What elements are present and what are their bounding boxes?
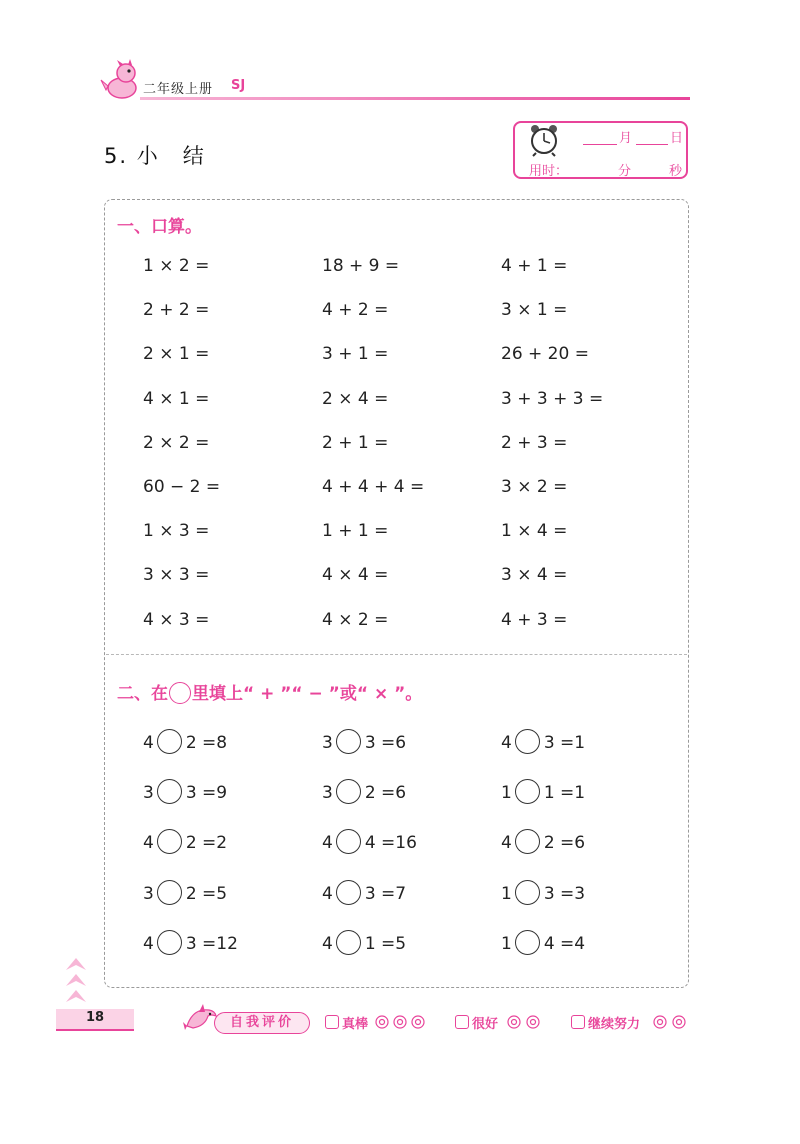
minutes-label: 分 <box>618 164 632 179</box>
day-label: 日 <box>670 131 684 146</box>
self-evaluation-label: 自我评价 <box>214 1012 310 1034</box>
operand-right: 2 =6 <box>543 833 586 853</box>
operator-blank-circle[interactable] <box>515 779 540 804</box>
operator-equation <box>143 829 227 855</box>
operator-blank-circle[interactable] <box>515 880 540 905</box>
math-expression: 2 × 2 = <box>143 433 210 453</box>
operand-right: 3 =9 <box>185 783 228 803</box>
math-expression: 4 × 2 = <box>322 610 389 630</box>
alarm-clock-icon <box>527 123 561 157</box>
operand-right: 2 =8 <box>185 733 228 753</box>
book-label: 二年级上册 <box>143 82 214 97</box>
operator-blank-circle[interactable] <box>515 829 540 854</box>
math-expression: 4 + 4 + 4 = <box>322 477 425 497</box>
operand-right: 4 =4 <box>543 934 586 954</box>
math-expression: 3 + 1 = <box>322 344 389 364</box>
operator-blank-circle[interactable] <box>336 779 361 804</box>
flower-icon <box>652 1014 688 1030</box>
math-expression: 4 × 1 = <box>143 389 210 409</box>
math-expression: 2 + 2 = <box>143 300 210 320</box>
math-expression: 1 + 1 = <box>322 521 389 541</box>
operator-equation <box>501 779 585 805</box>
operand-right: 4 =16 <box>364 833 417 853</box>
flower-icon <box>506 1014 542 1030</box>
operand-right: 3 =6 <box>364 733 407 753</box>
operator-blank-circle[interactable] <box>157 779 182 804</box>
math-expression: 3 × 4 = <box>501 565 568 585</box>
section-title: 5. 小 结 <box>104 144 206 168</box>
operator-equation <box>322 930 406 956</box>
operand-left: 1 <box>501 934 512 954</box>
operand-left: 4 <box>501 733 512 753</box>
math-expression: 4 × 3 = <box>143 610 210 630</box>
math-expression: 2 + 3 = <box>501 433 568 453</box>
rating-checkbox-keep-trying[interactable] <box>571 1015 585 1029</box>
operand-right: 3 =12 <box>185 934 238 954</box>
month-label: 月 <box>619 131 633 146</box>
math-expression: 26 + 20 = <box>501 344 589 364</box>
operator-blank-circle[interactable] <box>336 829 361 854</box>
math-expression: 2 × 4 = <box>322 389 389 409</box>
math-expression: 3 × 2 = <box>501 477 568 497</box>
operator-equation <box>143 779 227 805</box>
math-expression: 1 × 3 = <box>143 521 210 541</box>
math-expression: 1 × 2 = <box>143 256 210 276</box>
operator-blank-circle[interactable] <box>336 930 361 955</box>
part2-title <box>117 679 422 704</box>
operand-right: 1 =1 <box>543 783 586 803</box>
operand-left: 4 <box>501 833 512 853</box>
math-expression: 3 + 3 + 3 = <box>501 389 604 409</box>
operator-equation <box>501 829 585 855</box>
operand-right: 3 =1 <box>543 733 586 753</box>
header-divider <box>140 97 690 100</box>
rating-label-good: 很好 <box>472 1017 499 1032</box>
operator-equation <box>501 729 585 755</box>
operator-equation <box>143 880 227 906</box>
operand-right: 2 =2 <box>185 833 228 853</box>
rating-label-great: 真棒 <box>342 1017 369 1032</box>
operand-left: 1 <box>501 783 512 803</box>
part2-title-after: 里填上“ + ”“ − ”或“ × ”。 <box>192 684 423 704</box>
minutes-blank[interactable] <box>582 177 616 178</box>
operand-left: 4 <box>322 884 333 904</box>
math-expression: 1 × 4 = <box>501 521 568 541</box>
math-expression: 3 × 3 = <box>143 565 210 585</box>
part1-title: 一、口算。 <box>117 217 202 237</box>
operand-right: 3 =3 <box>543 884 586 904</box>
math-expression: 18 + 9 = <box>322 256 400 276</box>
seconds-blank[interactable] <box>635 177 667 178</box>
operator-equation <box>501 880 585 906</box>
math-expression: 4 + 2 = <box>322 300 389 320</box>
flower-icon <box>374 1014 426 1030</box>
operator-blank-circle[interactable] <box>157 880 182 905</box>
operand-left: 4 <box>143 934 154 954</box>
operand-right: 1 =5 <box>364 934 407 954</box>
operator-equation <box>143 729 227 755</box>
operand-right: 2 =6 <box>364 783 407 803</box>
operator-equation <box>501 930 585 956</box>
operator-blank-circle[interactable] <box>157 829 182 854</box>
operand-left: 4 <box>322 833 333 853</box>
circle-icon <box>169 682 191 704</box>
operator-equation <box>322 880 406 906</box>
dolphin-icon <box>183 1002 219 1034</box>
operand-left: 3 <box>143 783 154 803</box>
operand-left: 4 <box>322 934 333 954</box>
operand-left: 1 <box>501 884 512 904</box>
math-expression: 4 + 3 = <box>501 610 568 630</box>
day-blank[interactable] <box>636 144 668 145</box>
operand-left: 4 <box>143 833 154 853</box>
operand-right: 3 =7 <box>364 884 407 904</box>
operand-left: 3 <box>143 884 154 904</box>
operator-equation <box>322 729 406 755</box>
operator-blank-circle[interactable] <box>336 729 361 754</box>
rating-label-keep-trying: 继续努力 <box>588 1017 641 1032</box>
operand-left: 3 <box>322 733 333 753</box>
time-used-label: 用时： <box>529 164 569 179</box>
part2-title-before: 二、在 <box>117 684 168 704</box>
page-number: 18 <box>85 1010 105 1025</box>
operator-equation <box>143 930 238 956</box>
part-divider <box>106 654 687 655</box>
operand-right: 2 =5 <box>185 884 228 904</box>
math-expression: 2 + 1 = <box>322 433 389 453</box>
operator-blank-circle[interactable] <box>157 930 182 955</box>
operand-left: 3 <box>322 783 333 803</box>
dragon-mascot-icon <box>100 58 144 102</box>
math-expression: 2 × 1 = <box>143 344 210 364</box>
operator-equation <box>322 829 417 855</box>
operator-blank-circle[interactable] <box>157 729 182 754</box>
math-expression: 4 + 1 = <box>501 256 568 276</box>
month-blank[interactable] <box>583 144 617 145</box>
chevron-up-icon <box>64 956 88 1006</box>
operator-blank-circle[interactable] <box>515 930 540 955</box>
rating-checkbox-great[interactable] <box>325 1015 339 1029</box>
operator-blank-circle[interactable] <box>515 729 540 754</box>
book-code: SJ <box>231 78 246 93</box>
rating-checkbox-good[interactable] <box>455 1015 469 1029</box>
math-expression: 60 − 2 = <box>143 477 221 497</box>
math-expression: 3 × 1 = <box>501 300 568 320</box>
operand-left: 4 <box>143 733 154 753</box>
operator-equation <box>322 779 406 805</box>
seconds-label: 秒 <box>669 164 683 179</box>
math-expression: 4 × 4 = <box>322 565 389 585</box>
operator-blank-circle[interactable] <box>336 880 361 905</box>
